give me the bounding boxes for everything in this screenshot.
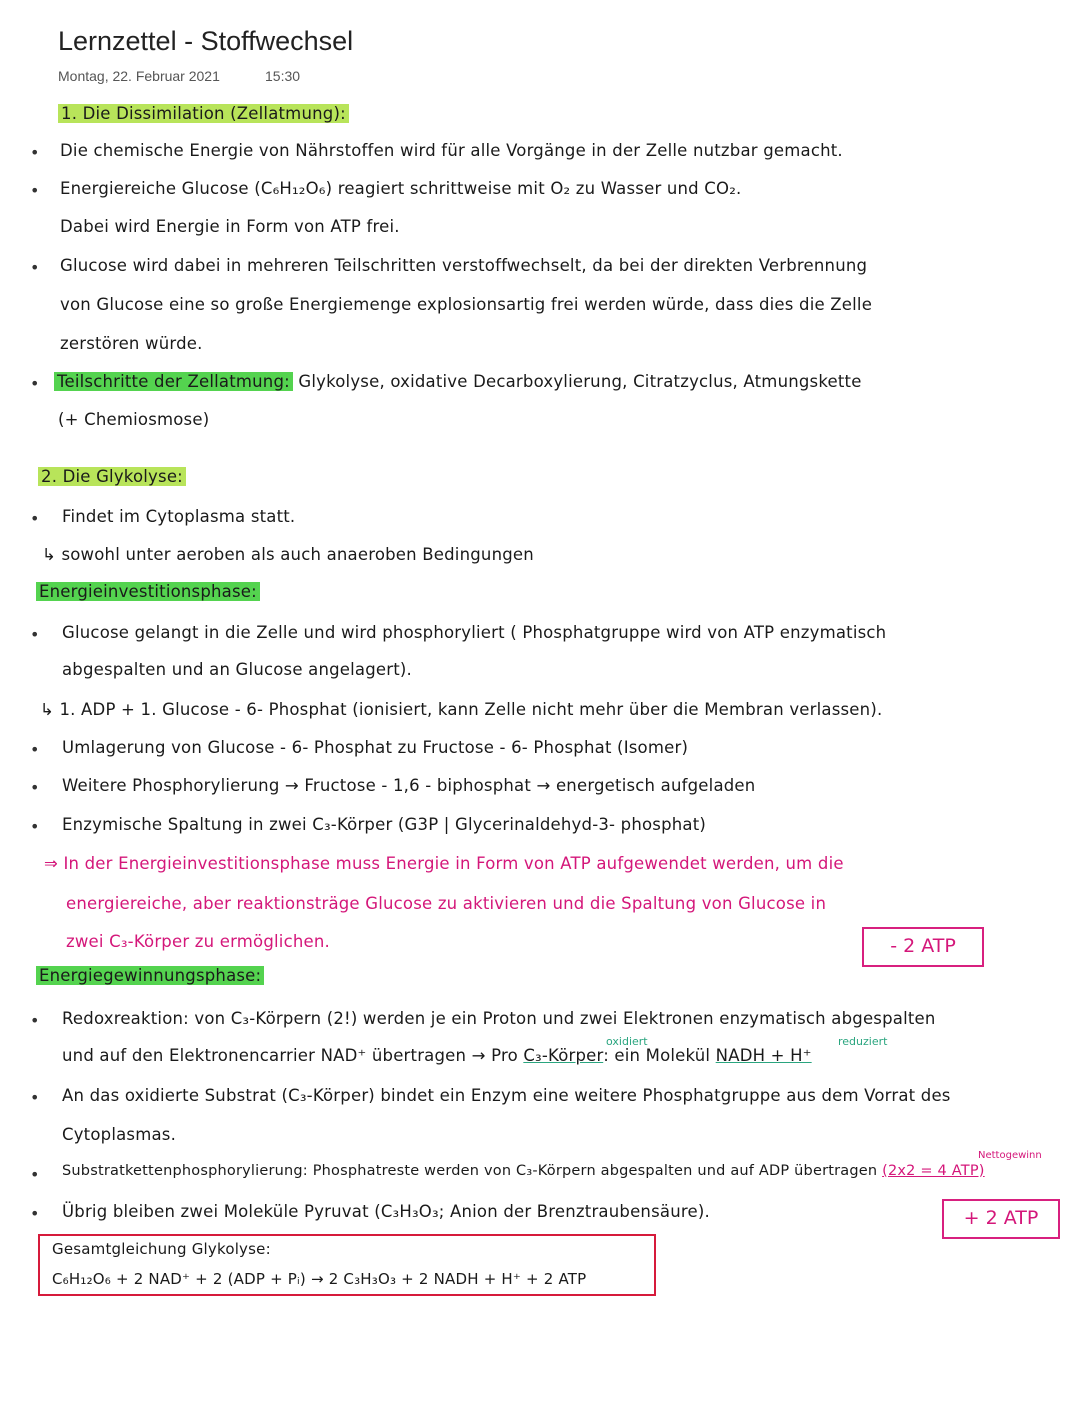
phase-2-heading [36,966,264,985]
equation-title: Gesamtgleichung Glykolyse: [52,1240,271,1258]
bullet-dot: • [30,740,40,759]
p1-line-3: ↳ 1. ADP + 1. Glucose - 6- Phosphat (ionisiert, kann Zelle nicht mehr über die Membran verlassen). [40,700,883,719]
p2-line-1: Redoxreaktion: von C₃-Körpern (2!) werden je ein Proton und zwei Elektronen enzymatisch abgespalten [62,1009,936,1028]
p2-line-2-b: C₃-Körper [523,1046,604,1065]
reduziert-note: reduziert [838,1035,888,1048]
equation-text: C₆H₁₂O₆ + 2 NAD⁺ + 2 (ADP + Pᵢ) → 2 C₃H₃O₃ + 2 NADH + H⁺ + 2 ATP [52,1270,587,1288]
atp-gain-box: + 2 ATP [942,1199,1060,1239]
bullet-dot: • [30,1088,40,1107]
section-1-heading-text: 1. Die Dissimilation (Zellatmung): [58,104,349,123]
p2-line-6: Übrig bleiben zwei Moleküle Pyruvat (C₃H₃O₃; Anion der Brenztraubensäure). [62,1202,710,1221]
p2-line-5-a: Substratkettenphosphorylierung: Phosphatreste werden von C₃-Körpern abgespalten und auf ADP übertragen [62,1163,883,1179]
bullet-dot: • [30,625,40,644]
s1-line-4: Glucose wird dabei in mehreren Teilschritten verstoffwechselt, da bei der direkten Verbrennung [60,256,868,275]
section-1-heading [58,104,349,123]
p1-summary-3: zwei C₃-Körper zu ermöglichen. [66,932,330,951]
p2-line-5 [62,1163,985,1179]
nettogewinn-note: Nettogewinn [978,1150,1042,1161]
section-2-heading [38,467,186,486]
p2-line-2-d: NADH + H⁺ [715,1046,812,1065]
bullet-dot: • [30,1011,40,1030]
teilschritte-label: Teilschritte der Zellatmung: [54,372,293,391]
s1-line-2: Energiereiche Glucose (C₆H₁₂O₆) reagiert schrittweise mit O₂ zu Wasser und CO₂. [60,179,742,198]
phase-1-heading [36,582,260,601]
s2-line-2: ↳ sowohl unter aeroben als auch anaeroben Bedingungen [42,545,534,564]
bullet-dot: • [30,778,40,797]
p1-summary-1: ⇒ In der Energieinvestitionsphase muss Energie in Form von ATP aufgewendet werden, um die [44,854,844,873]
phase-2-heading-text: Energiegewinnungsphase: [36,966,264,985]
phase-1-heading-text: Energieinvestitionsphase: [36,582,260,601]
p2-line-3: An das oxidierte Substrat (C₃-Körper) bindet ein Enzym eine weitere Phosphatgruppe aus dem Vorrat des [62,1086,951,1105]
bullet-dot: • [30,258,40,277]
p2-line-2-c: : ein Molekül [603,1046,716,1065]
oxidiert-note: oxidiert [606,1035,648,1048]
s1-line-6: zerstören würde. [60,334,203,353]
section-2-heading-text: 2. Die Glykolyse: [38,467,186,486]
bullet-dot: • [30,1204,40,1223]
s1-line-7 [54,372,862,391]
p1-line-6: Enzymische Spaltung in zwei C₃-Körper (G3P | Glycerinaldehyd-3- phosphat) [62,815,707,834]
s2-line-1: Findet im Cytoplasma statt. [62,507,296,526]
page-time: 15:30 [265,68,301,84]
p1-line-5: Weitere Phosphorylierung → Fructose - 1,6 - biphosphat → energetisch aufgeladen [62,776,756,795]
page-title: Lernzettel - Stoffwechsel [58,26,354,56]
p2-line-5-b: (2x2 = 4 ATP) [882,1163,985,1179]
bullet-dot: • [30,509,40,528]
s1-line-3: Dabei wird Energie in Form von ATP frei. [60,217,400,236]
bullet-dot: • [30,143,40,162]
s1-line-1: Die chemische Energie von Nährstoffen wird für alle Vorgänge in der Zelle nutzbar gemacht. [60,141,843,160]
p2-line-2 [62,1046,812,1065]
p1-line-2: abgespalten und an Glucose angelagert). [62,660,412,679]
bullet-dot: • [30,374,40,393]
bullet-dot: • [30,1165,40,1184]
atp-cost-box: - 2 ATP [862,927,984,967]
bullet-dot: • [30,817,40,836]
teilschritte-text: Glykolyse, oxidative Decarboxylierung, Citratzyclus, Atmungskette [292,372,862,391]
page-date: Montag, 22. Februar 2021 [58,68,220,84]
p2-line-4: Cytoplasmas. [62,1125,177,1144]
s1-line-5: von Glucose eine so große Energiemenge explosionsartig frei werden würde, dass dies die Zelle [60,295,873,314]
p1-line-1: Glucose gelangt in die Zelle und wird phosphoryliert ( Phosphatgruppe wird von ATP enzymatisch [62,623,887,642]
p1-summary-2: energiereiche, aber reaktionsträge Glucose zu aktivieren und die Spaltung von Glucose in [66,894,827,913]
p2-line-2-a: und auf den Elektronencarrier NAD⁺ übertragen → Pro [62,1046,524,1065]
s1-line-8: (+ Chemiosmose) [58,410,210,429]
p1-line-4: Umlagerung von Glucose - 6- Phosphat zu Fructose - 6- Phosphat (Isomer) [62,738,689,757]
bullet-dot: • [30,181,40,200]
